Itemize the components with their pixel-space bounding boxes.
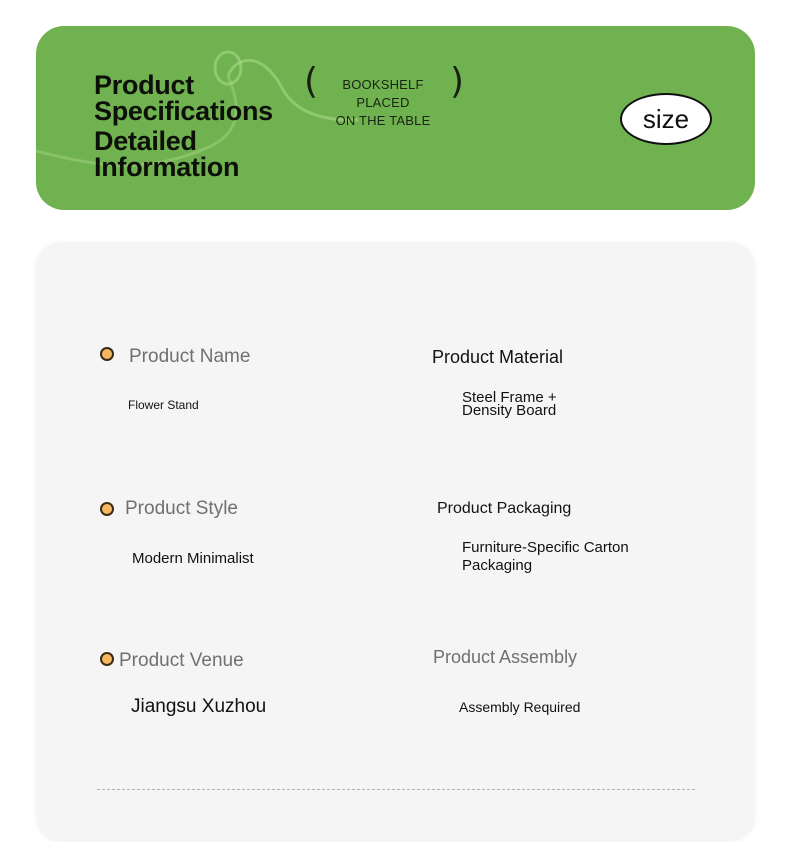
tagline-line: BOOKSHELF PLACED — [342, 77, 424, 110]
value-line: Density Board — [462, 402, 557, 419]
spec-value-material — [462, 391, 557, 417]
spec-label-name: Product Name — [129, 346, 251, 367]
spec-value-assembly: Assembly Required — [459, 699, 581, 715]
bullet-dot-icon — [100, 652, 114, 666]
value-line: Packaging — [462, 557, 533, 574]
value-line: Furniture-Specific Carton — [462, 539, 629, 556]
tagline — [318, 76, 448, 130]
dashed-divider — [97, 789, 695, 790]
spec-label-material: Product Material — [432, 347, 564, 367]
header-banner — [36, 26, 755, 210]
title-line: Detailed — [94, 126, 197, 156]
size-badge: size — [620, 93, 712, 145]
spec-card — [36, 242, 755, 842]
title-line: Specifications — [94, 96, 273, 126]
spec-value-packaging — [462, 539, 629, 575]
right-bracket-icon: ) — [450, 61, 465, 102]
title-line: Information — [94, 152, 240, 182]
spec-label-style: Product Style — [125, 498, 238, 519]
value-line: Steel Frame + — [462, 389, 557, 406]
left-bracket-icon: ( — [304, 61, 319, 102]
spec-label-venue: Product Venue — [119, 650, 244, 671]
spec-label-assembly: Product Assembly — [433, 647, 578, 667]
bullet-dot-icon — [100, 347, 114, 361]
spec-value-name: Flower Stand — [128, 398, 199, 412]
tagline-line: ON THE TABLE — [335, 113, 431, 128]
page-title — [94, 72, 273, 180]
bullet-dot-icon — [100, 502, 114, 516]
spec-value-venue: Jiangsu Xuzhou — [131, 696, 267, 717]
spec-value-style: Modern Minimalist — [132, 550, 254, 567]
spec-label-packaging: Product Packaging — [437, 500, 572, 517]
title-line: Product — [94, 70, 194, 100]
